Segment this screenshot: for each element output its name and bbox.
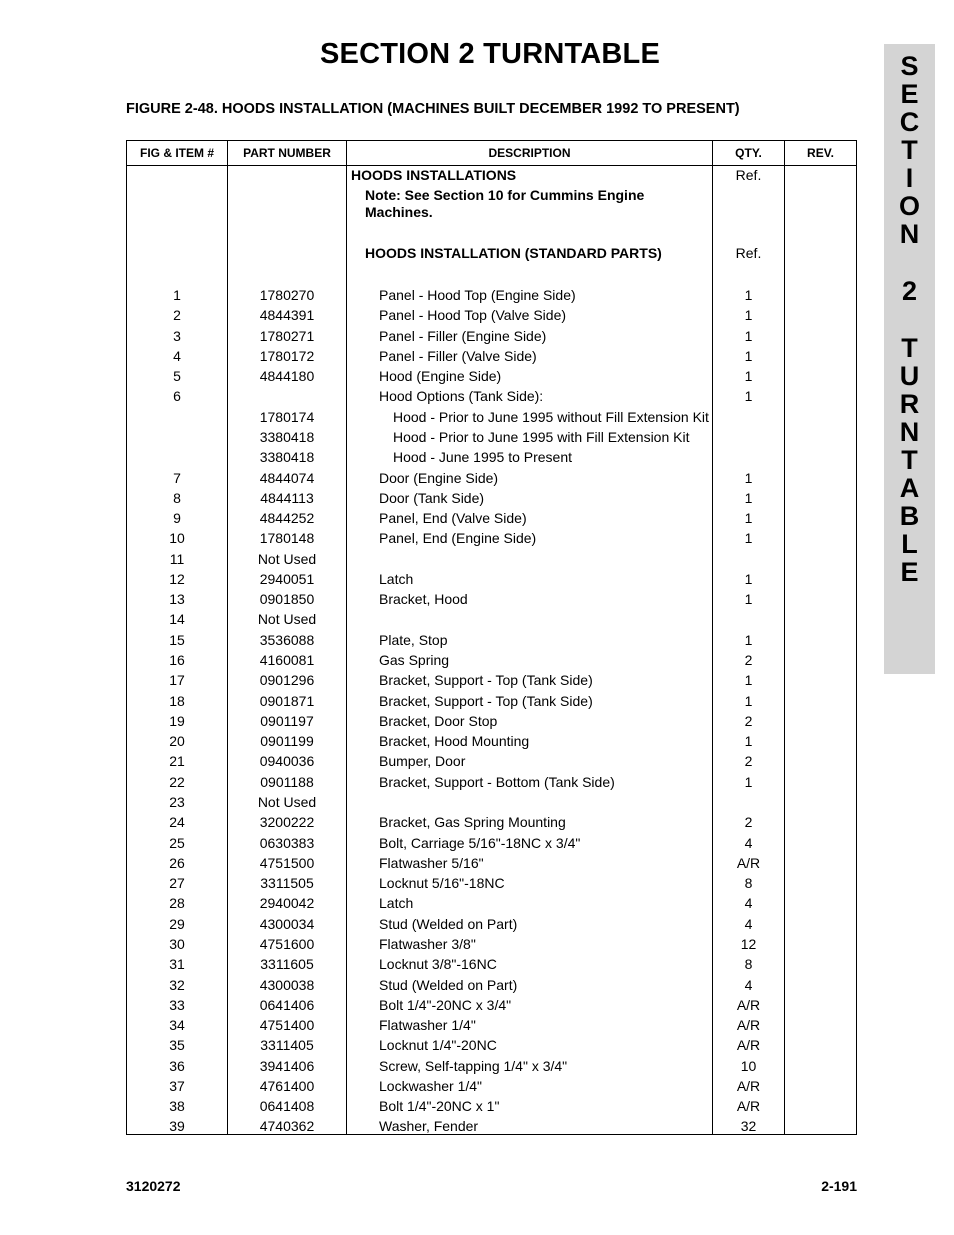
- table-row: [127, 670, 856, 690]
- note-line-2: Machines.: [365, 204, 433, 220]
- description: Stud (Welded on Part): [379, 976, 518, 993]
- assembly-subtitle-qty: Ref.: [735, 245, 762, 261]
- table-row: [127, 751, 856, 771]
- part-number: 4844252: [259, 510, 315, 527]
- side-tab-letter: B: [899, 501, 920, 531]
- item-number: 8: [173, 489, 181, 506]
- description: Bracket, Door Stop: [379, 712, 498, 729]
- side-tab-letter: R: [899, 389, 920, 419]
- column-header-rev: REV.: [807, 146, 834, 160]
- quantity: 8: [744, 875, 753, 892]
- description: Latch: [379, 570, 414, 587]
- description: Door (Engine Side): [379, 469, 499, 486]
- item-number: 27: [169, 875, 185, 892]
- part-number: 3380418: [259, 449, 315, 466]
- table-row: [127, 691, 856, 711]
- table-row: [127, 488, 856, 508]
- part-number: 4160081: [259, 652, 315, 669]
- table-row: [127, 1116, 856, 1136]
- item-number: 21: [169, 753, 185, 770]
- side-tab-letter: N: [899, 219, 920, 249]
- part-number: 1780174: [259, 408, 315, 425]
- quantity: 1: [744, 570, 753, 587]
- item-number: 7: [173, 469, 181, 486]
- column-header-part: PART NUMBER: [243, 146, 331, 160]
- table-row: [127, 346, 856, 366]
- header-divider: [127, 165, 856, 166]
- quantity: 1: [744, 510, 753, 527]
- part-number: 4300034: [259, 915, 315, 932]
- description: Locknut 1/4"-20NC: [379, 1037, 497, 1054]
- item-number: 26: [169, 854, 185, 871]
- description: Hood - Prior to June 1995 without Fill Extension Kit: [393, 408, 709, 425]
- part-number: 1780270: [259, 287, 315, 303]
- item-number: 1: [173, 287, 181, 303]
- table-row: [127, 427, 856, 447]
- table-row: [127, 1056, 856, 1076]
- quantity: A/R: [736, 1037, 761, 1054]
- description: Washer, Fender: [379, 1118, 479, 1135]
- table-row: [127, 468, 856, 488]
- side-tab-letter: I: [905, 163, 914, 193]
- quantity: 4: [744, 834, 753, 851]
- part-number: 0901199: [260, 733, 314, 750]
- side-tab-letter: A: [899, 473, 920, 503]
- item-number: 20: [169, 733, 185, 750]
- item-number: 14: [169, 611, 185, 628]
- description: Plate, Stop: [379, 631, 448, 648]
- quantity: 4: [744, 976, 753, 993]
- description: Panel - Filler (Valve Side): [379, 347, 537, 364]
- table-row: [127, 650, 856, 670]
- item-number: 30: [169, 935, 185, 952]
- table-row: [127, 528, 856, 548]
- item-number: 32: [169, 976, 185, 993]
- description: Hood (Engine Side): [379, 368, 502, 385]
- table-row: [127, 772, 856, 792]
- part-number: 0630383: [259, 834, 315, 851]
- quantity: 4: [744, 895, 753, 912]
- description: Panel, End (Valve Side): [379, 510, 527, 527]
- item-number: 5: [173, 368, 181, 385]
- quantity: 10: [740, 1057, 757, 1074]
- item-number: 4: [173, 347, 181, 364]
- column-header-description: DESCRIPTION: [488, 146, 571, 160]
- description: Screw, Self-tapping 1/4" x 3/4": [379, 1057, 568, 1074]
- quantity: A/R: [736, 1077, 761, 1094]
- figure-title: FIGURE 2-48. HOODS INSTALLATION (MACHINES BUILT DECEMBER 1992 TO PRESENT): [126, 101, 740, 117]
- side-tab-letter: 2: [901, 276, 918, 306]
- item-number: 17: [169, 672, 185, 689]
- column-header-fig: FIG & ITEM #: [139, 146, 214, 160]
- description: Stud (Welded on Part): [379, 915, 518, 932]
- description: Panel, End (Engine Side): [379, 530, 537, 547]
- quantity: 2: [744, 814, 753, 831]
- table-row: [127, 893, 856, 913]
- table-row: [127, 549, 856, 569]
- part-number: 3311605: [260, 956, 314, 973]
- table-row: [127, 407, 856, 427]
- table-row: [127, 630, 856, 650]
- quantity: 1: [744, 591, 753, 608]
- item-number: 11: [169, 550, 185, 567]
- side-tab-letter: N: [899, 417, 920, 447]
- quantity: 32: [740, 1118, 757, 1135]
- item-number: 12: [169, 570, 185, 587]
- item-number: 23: [169, 794, 185, 810]
- side-tab-letter: C: [899, 107, 920, 137]
- side-tab-letter: T: [901, 135, 918, 165]
- quantity: 2: [744, 712, 753, 729]
- item-number: 36: [169, 1057, 185, 1074]
- part-number: 3311505: [260, 875, 314, 892]
- part-number: 4300038: [259, 976, 315, 993]
- description: Bracket, Support - Top (Tank Side): [379, 672, 593, 689]
- part-number: 4844391: [259, 307, 315, 324]
- part-number: Not Used: [257, 611, 317, 628]
- item-number: 31: [169, 956, 185, 973]
- description: Hood - Prior to June 1995 with Fill Extension Kit: [393, 428, 690, 445]
- table-row: [127, 1015, 856, 1035]
- part-number: 0901188: [260, 773, 314, 790]
- side-tab-letter: E: [900, 79, 919, 109]
- assembly-subtitle: HOODS INSTALLATION (STANDARD PARTS): [365, 245, 662, 261]
- description: Hood Options (Tank Side):: [379, 388, 544, 405]
- description: Flatwasher 1/4": [379, 1017, 476, 1034]
- item-number: 13: [169, 591, 185, 608]
- quantity: 1: [744, 347, 753, 364]
- quantity: A/R: [736, 854, 761, 871]
- table-row: [127, 1096, 856, 1116]
- quantity: 2: [744, 753, 753, 770]
- description: Door (Tank Side): [379, 489, 485, 506]
- part-number: 4844074: [259, 469, 315, 486]
- description: Locknut 5/16"-18NC: [379, 875, 505, 892]
- quantity: A/R: [736, 996, 761, 1013]
- description: Flatwasher 3/8": [379, 935, 476, 952]
- description: Bracket, Hood: [379, 591, 468, 608]
- quantity: 1: [744, 388, 753, 405]
- quantity: 1: [744, 530, 753, 547]
- table-row: [127, 386, 856, 406]
- item-number: 33: [169, 996, 185, 1013]
- side-tab-letter: U: [899, 361, 920, 391]
- description: Bracket, Support - Top (Tank Side): [379, 692, 593, 709]
- column-header-qty: QTY.: [735, 146, 762, 160]
- part-number: 4844113: [260, 489, 314, 506]
- description: Flatwasher 5/16": [379, 854, 484, 871]
- table-row: [127, 853, 856, 873]
- item-number: 16: [169, 652, 185, 669]
- part-number: 1780148: [259, 530, 315, 547]
- quantity: 1: [744, 368, 753, 385]
- table-row: [127, 285, 856, 305]
- description: Panel - Filler (Engine Side): [379, 327, 547, 344]
- item-number: 39: [169, 1118, 185, 1135]
- part-number: 3941406: [259, 1057, 315, 1074]
- item-number: 28: [169, 895, 185, 912]
- quantity: 1: [744, 469, 753, 486]
- description: Bracket, Support - Bottom (Tank Side): [379, 773, 615, 790]
- description: Lockwasher 1/4": [379, 1077, 483, 1094]
- quantity: 1: [744, 733, 753, 750]
- quantity: 1: [744, 287, 753, 303]
- description: Bumper, Door: [379, 753, 466, 770]
- description: Latch: [379, 895, 414, 912]
- table-row: [127, 1076, 856, 1096]
- table-row: [127, 305, 856, 325]
- note-line-1: Note: See Section 10 for Cummins Engine: [365, 187, 645, 203]
- side-tab-letter: S: [900, 51, 919, 81]
- item-number: 19: [169, 712, 185, 729]
- item-number: 10: [169, 530, 185, 547]
- item-number: 35: [169, 1037, 185, 1054]
- item-number: 18: [169, 692, 185, 709]
- page-number: 2-191: [821, 1178, 857, 1194]
- table-row: [127, 914, 856, 934]
- description: Locknut 3/8"-16NC: [379, 956, 497, 973]
- part-number: 0641406: [259, 996, 315, 1013]
- description: Hood - June 1995 to Present: [393, 449, 573, 466]
- description: Bolt 1/4"-20NC x 3/4": [379, 996, 512, 1013]
- table-row: [127, 975, 856, 995]
- quantity: 1: [744, 672, 753, 689]
- part-number: 4751500: [259, 854, 315, 871]
- part-number: 0901871: [259, 692, 315, 709]
- part-number: 3536088: [259, 631, 315, 648]
- side-tab-letter: T: [901, 333, 918, 363]
- part-number: 4844180: [259, 368, 315, 385]
- parts-table: [126, 140, 857, 1135]
- quantity: A/R: [736, 1017, 761, 1034]
- table-row: [127, 326, 856, 346]
- description: Bolt, Carriage 5/16"-18NC x 3/4": [379, 834, 581, 851]
- table-row: [127, 934, 856, 954]
- quantity: 1: [744, 307, 753, 324]
- part-number: 2940042: [259, 895, 315, 912]
- table-row: [127, 731, 856, 751]
- side-tab-letter: O: [898, 191, 920, 221]
- section-side-tab: [884, 44, 935, 674]
- table-row: [127, 954, 856, 974]
- part-number: 4751600: [259, 935, 315, 952]
- part-number: 0901296: [259, 672, 315, 689]
- table-row: [127, 995, 856, 1015]
- table-row: [127, 812, 856, 832]
- part-number: 3311405: [260, 1037, 314, 1054]
- item-number: 29: [169, 915, 185, 932]
- quantity: 1: [744, 327, 753, 344]
- table-row: [127, 833, 856, 853]
- item-number: 9: [173, 510, 181, 527]
- item-number: 22: [169, 773, 185, 790]
- description: Bracket, Gas Spring Mounting: [379, 814, 566, 831]
- part-number: 2940051: [259, 570, 315, 587]
- part-number: 0901850: [259, 591, 315, 608]
- part-number: Not Used: [257, 550, 317, 567]
- assembly-title: HOODS INSTALLATIONS: [351, 167, 517, 183]
- quantity: 1: [744, 631, 753, 648]
- part-number: 4751400: [259, 1017, 315, 1034]
- part-number: 0940036: [259, 753, 315, 770]
- part-number: 1780172: [259, 347, 315, 364]
- part-number: 0641408: [259, 1098, 315, 1115]
- side-tab-letter: L: [901, 529, 918, 559]
- part-number: 1780271: [259, 327, 315, 344]
- side-tab-letter: T: [901, 445, 918, 475]
- table-row: [127, 609, 856, 629]
- part-number: 3380418: [259, 428, 315, 445]
- document-number: 3120272: [126, 1178, 181, 1194]
- part-number: Not Used: [257, 794, 317, 810]
- quantity: 1: [744, 489, 753, 506]
- quantity: 8: [744, 956, 753, 973]
- item-number: 6: [173, 388, 181, 405]
- item-number: 24: [169, 814, 185, 831]
- quantity: 12: [740, 935, 757, 952]
- section-title: SECTION 2 TURNTABLE: [320, 38, 660, 70]
- table-row: [127, 569, 856, 589]
- item-number: 38: [169, 1098, 185, 1115]
- quantity: 2: [744, 652, 753, 669]
- assembly-title-qty: Ref.: [735, 167, 762, 183]
- table-row: [127, 508, 856, 528]
- table-row: [127, 447, 856, 467]
- part-number: 3200222: [259, 814, 315, 831]
- description: Bolt 1/4"-20NC x 1": [379, 1098, 500, 1115]
- side-tab-letter: E: [900, 557, 919, 587]
- table-row: [127, 873, 856, 893]
- item-number: 3: [173, 327, 181, 344]
- description: Panel - Hood Top (Engine Side): [379, 287, 576, 303]
- item-number: 2: [173, 307, 181, 324]
- quantity: A/R: [736, 1098, 761, 1115]
- table-row: [127, 711, 856, 731]
- table-row: [127, 1035, 856, 1055]
- quantity: 4: [744, 915, 753, 932]
- description: Gas Spring: [379, 652, 450, 669]
- table-row: [127, 589, 856, 609]
- item-number: 25: [169, 834, 185, 851]
- table-row: [127, 792, 856, 812]
- quantity: 1: [744, 773, 753, 790]
- item-number: 37: [169, 1077, 185, 1094]
- part-number: 4740362: [259, 1118, 315, 1135]
- description: Bracket, Hood Mounting: [379, 733, 530, 750]
- item-number: 15: [169, 631, 185, 648]
- table-row: [127, 366, 856, 386]
- description: Panel - Hood Top (Valve Side): [379, 307, 567, 324]
- part-number: 0901197: [260, 712, 314, 729]
- part-number: 4761400: [259, 1077, 315, 1094]
- quantity: 1: [744, 692, 753, 709]
- item-number: 34: [169, 1017, 185, 1034]
